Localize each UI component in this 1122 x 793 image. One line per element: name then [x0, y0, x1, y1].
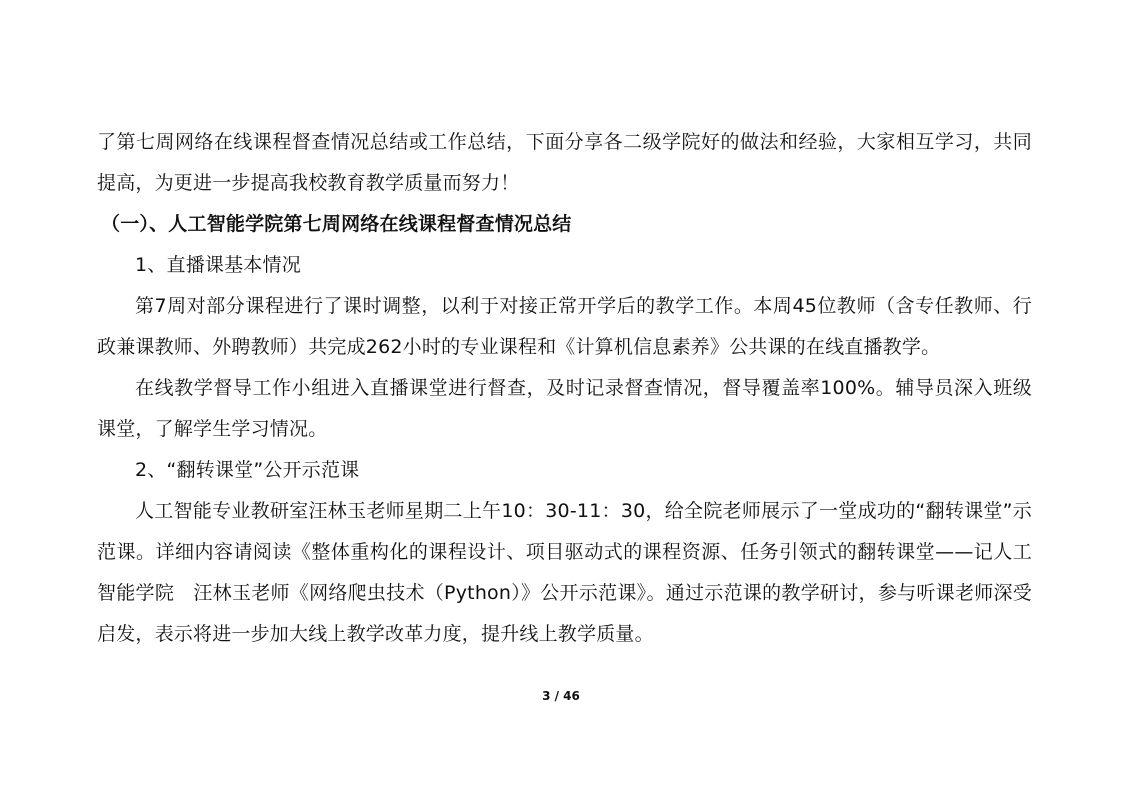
paragraph-class-hours: 第7周对部分课程进行了课时调整，以利于对接正常开学后的教学工作。本周45位教师（含专任教师、行政兼课教师、外聘教师）共完成262小时的专业课程和《计算机信息素养》公共课的在线直播教学。: [97, 295, 1032, 358]
intro-paragraph: 了第七周网络在线课程督查情况总结或工作总结，下面分享各二级学院好的做法和经验，大家相互学习，共同提高，为更进一步提高我校教育教学质量而努力！: [97, 131, 1032, 194]
subheading-flipped-class: 2、“翻转课堂”公开示范课: [135, 459, 360, 481]
section-heading: （一）、人工智能学院第七周网络在线课程督查情况总结: [101, 213, 572, 235]
document-body: [97, 122, 1032, 655]
paragraph-supervision: 在线教学督导工作小组进入直播课堂进行督查，及时记录督查情况，督导覆盖率100%。辅导员深入班级课堂，了解学生学习情况。: [97, 377, 1032, 440]
subheading-live-class: 1、直播课基本情况: [135, 254, 301, 276]
paragraph-demo-class: 人工智能专业教研室汪林玉老师星期二上午10：30-11：30，给全院老师展示了一堂成功的“翻转课堂”示范课。详细内容请阅读《整体重构化的课程设计、项目驱动式的课程资源、任务引领式的翻转课堂——记人工智能学院 汪林玉老师《网络爬虫技术（Python）》公开示范课》。通过示范课的教学研讨，参与听课老师深受启发，表示将进一步加大线上教学改革力度，提升线上教学质量。: [97, 500, 1032, 645]
page-number: 3 / 46: [542, 689, 580, 703]
